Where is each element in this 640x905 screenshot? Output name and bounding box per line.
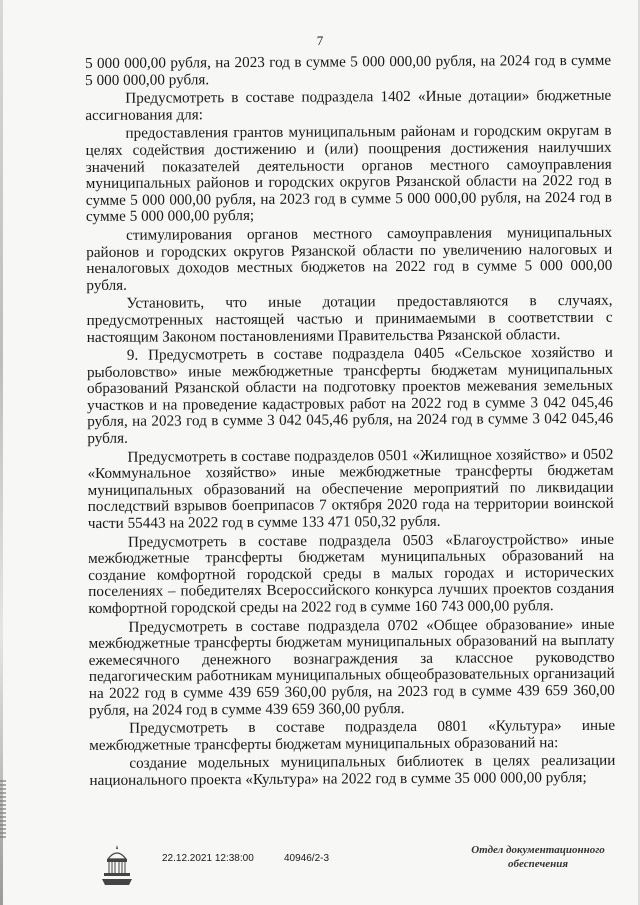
page-number: 7 — [316, 33, 324, 48]
stamp-line: обеспечения — [507, 858, 568, 870]
page-footer — [100, 843, 620, 893]
footer-timestamp: 22.12.2021 12:38:00 — [162, 853, 254, 864]
paragraph: Предусмотреть в составе подразделов 0501 «Жилищное хозяйство» и 0502 «Коммунальное хозяйство» иные межбюджетные трансферты бюджетам муниципальных образований на обеспечение мероприятий по ликвидации последствий взрывов боеприпасов 7 октября 2020 года на территории воинской части 55443 на 2022 год в сумме 133 471 050,32 рубля. — [87, 445, 614, 533]
duma-logo-icon — [100, 843, 134, 887]
paragraph: 9. Предусмотреть в составе подраздела 0405 «Сельское хозяйство и рыболовство» иные межбюджетные трансферты бюджетам муниципальных образований Рязанской области на подготовку проектов межевания земельных участков и на проведение кадастровых работ на 2022 год в сумме 3 042 045,46 рубля, на 2023 год в сумме 3 042 045,46 рубля, на 2024 год в сумме 3 042 045,46 рубля. — [86, 343, 614, 448]
paragraph: 5 000 000,00 рубля, на 2023 год в сумме 5 000 000,00 рубля, на 2024 год в сумме 5 000 000,00 рубля. — [84, 51, 612, 89]
paragraph: Предусмотреть в составе подраздела 1402 «Иные дотации» бюджетные ассигнования для: — [85, 86, 612, 124]
paragraph: Установить, что иные дотации предоставляются в случаях, предусмотренных настоящей частью и принимаемыми в соответствии с настоящим Законом постановлениями Правительства Рязанской области. — [86, 292, 613, 346]
paragraph: предоставления грантов муниципальным районам и городским округам в целях содействия достижению и (или) поощрения достижения наилучших значений показателей деятельности органов местного самоуправления муниципальных районов и городских округов Рязанской области на 2022 год в сумме 5 000 000,00 рубля, на 2023 год в сумме 5 000 000,00 рубля, на 2024 год в сумме 5 000 000,00 рубля; — [85, 122, 612, 226]
paragraph: стимулирования органов местного самоуправления муниципальных районов и городских округов Рязанской области по увеличению налоговых и неналоговых доходов местных бюджетов на 2022 год в сумме 5 000 000,00 рубля. — [86, 223, 613, 294]
paragraph: Предусмотреть в составе подраздела 0702 «Общее образование» иные межбюджетные трансферты бюджетам муниципальных образований на выплату ежемесячного денежного вознаграждения за классное руководство педагогическим работникам муниципальных общеобразовательных организаций на 2022 год в сумме 439 659 360,00 рубля, на 2023 год в сумме 439 659 360,00 рубля, на 2024 год в сумме 439 659 360,00 рубля. — [88, 615, 615, 719]
document-body — [85, 53, 615, 792]
paragraph: Предусмотреть в составе подраздела 0801 «Культура» иные межбюджетные трансферты бюджетам муниципальных образований на: — [89, 716, 616, 754]
paragraph: создание модельных муниципальных библиотек в целях реализации национального проекта «Культура» на 2022 год в сумме 35 000 000,00 рубля; — [89, 752, 616, 789]
department-stamp — [458, 843, 618, 871]
margin-mark — [0, 780, 6, 840]
stamp-line: Отдел документационного — [471, 844, 605, 856]
scan-left-edge — [0, 0, 3, 905]
footer-doc-code: 40946/2-3 — [284, 853, 330, 864]
paragraph: Предусмотреть в составе подраздела 0503 «Благоустройство» иные межбюджетные трансферты бюджетам муниципальных образований на создание комфортной городской среды в малых городах и исторических поселениях – победителях Всероссийского конкурса лучших проектов создания комфортной городской среды на 2022 год в сумме 160 743 000,00 рубля. — [88, 530, 615, 617]
